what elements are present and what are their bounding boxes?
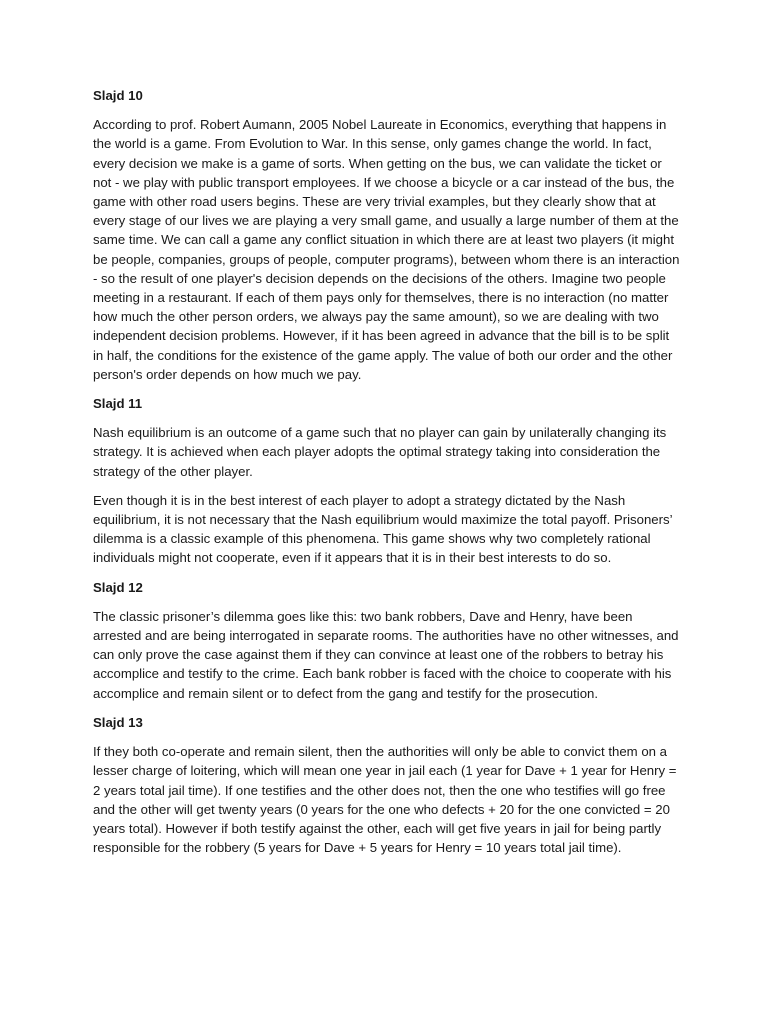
section-slajd-10: [93, 86, 683, 384]
section-heading: Slajd 11: [93, 396, 143, 412]
paragraph: According to prof. Robert Aumann, 2005 Nobel Laureate in Economics, everything that happens in the world is a game. From Evolution to War. In this sense, only games change the world. In fact, every decision we make is a game of sorts. When getting on the bus, we can validate the ticket or not - we play with public transport employees. If we choose a bicycle or a car instead of the bus, the game with other road users begins. These are very trivial examples, but they clearly show that at every stage of our lives we are playing a very small game, and usually a large number of them at the same time. We can call a game any conflict situation in which there are at least two players (it might be people, companies, groups of people, computer programs), between whom there is an interaction - so the result of one player's decision depends on the decisions of the others. Imagine two people meeting in a restaurant. If each of them pays only for themselves, there is no interaction (no matter how much the other person orders, we always pay the same amount), so we are dealing with two independent decision problems. However, if it has been agreed in advance that the bill is to be split in half, the conditions for the existence of the game apply. The value of both our order and the other person's order depends on how much we pay.: [93, 117, 680, 382]
section-slajd-11: [93, 394, 683, 568]
paragraph: The classic prisoner’s dilemma goes like this: two bank robbers, Dave and Henry, have been arrested and are being interrogated in separate rooms. The authorities have no other witnesses, and can only prove the case against them if they can convince at least one of the robbers to betray his accomplice and testify to the crime. Each bank robber is faced with the choice to cooperate with his accomplice and remain silent or to defect from the gang and testify for the prosecution.: [93, 608, 679, 701]
paragraph: Nash equilibrium is an outcome of a game such that no player can gain by unilaterally changing its strategy. It is achieved when each player adopts the optimal strategy taking into consideration the strategy of the other player.: [93, 425, 667, 479]
document-page: [93, 86, 683, 867]
paragraph: If they both co-operate and remain silent, then the authorities will only be able to convict them on a lesser charge of loitering, which will mean one year in jail each (1 year for Dave + 1 year for Henry = 2 years total jail time). If one testifies and the other does not, then the one who testifies will go free and the other will get twenty years (0 years for the one who defects + 20 for the one convicted = 20 years total). However if both testify against the other, each will get five years in jail for being partly responsible for the robbery (5 years for Dave + 5 years for Henry = 10 years total jail time).: [93, 744, 677, 856]
section-heading: Slajd 10: [93, 88, 143, 103]
section-heading: Slajd 12: [93, 579, 143, 595]
section-slajd-12: [93, 578, 683, 703]
paragraph: Even though it is in the best interest of each player to adopt a strategy dictated by the Nash equilibrium, it is not necessary that the Nash equilibrium would maximize the total payoff. Prisoners’ dilemma is a classic example of this phenomena. This game shows why two completely rational individuals might not cooperate, even if it appears that it is in their best interests to do so.: [93, 492, 673, 566]
section-slajd-13: [93, 713, 683, 857]
section-heading: Slajd 13: [93, 714, 143, 730]
